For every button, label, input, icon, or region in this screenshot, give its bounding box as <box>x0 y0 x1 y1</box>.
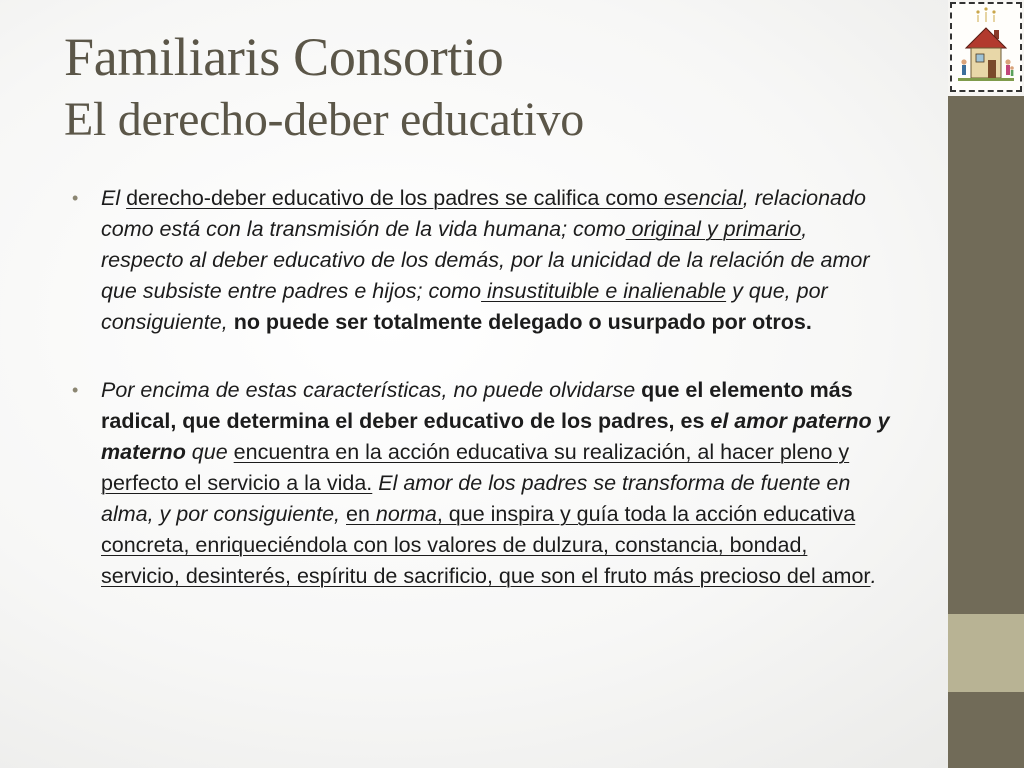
text-segment: alma <box>101 502 148 526</box>
bullet-dot-icon: • <box>72 188 79 208</box>
text-segment: encuentra en la acción educativa su realización, al hacer pleno y perfecto el servicio a la vida. <box>101 440 850 495</box>
text-segment: original y primario <box>625 217 802 241</box>
family-house-icon <box>950 2 1022 92</box>
text-segment: que el elemento más radical, que determina el deber educativo de los padres, es <box>101 378 853 433</box>
bullet-item <box>72 375 892 592</box>
title-subtitle: El derecho-deber educativo <box>64 93 584 146</box>
bullet-item <box>72 183 892 338</box>
text-segment: norma <box>375 502 437 526</box>
bullet-text <box>101 186 870 334</box>
side-bar-dark-panel-bottom <box>948 692 1024 768</box>
content-body <box>72 183 892 592</box>
text-segment: El amor de los padres se transforma de <box>372 471 761 495</box>
bullet-text <box>101 378 890 588</box>
text-segment: en <box>346 502 376 526</box>
text-segment: y que, por consiguiente, <box>101 279 828 334</box>
text-segment: que <box>185 440 234 464</box>
side-bar-light-panel <box>948 614 1024 692</box>
text-segment: . <box>870 564 877 588</box>
text-segment: fuente <box>760 471 821 495</box>
text-segment: el amor paterno y materno <box>101 409 890 464</box>
slide-title <box>64 27 934 146</box>
text-segment: insustituible e inalienable <box>481 279 727 303</box>
side-bar-dark-panel <box>948 96 1024 614</box>
title-main: Familiaris Consortio <box>64 27 504 87</box>
text-segment: , relacionado como está con la transmisión de la vida humana; como <box>101 186 866 241</box>
text-segment: , y por consiguiente, <box>147 502 347 526</box>
text-segment: Por encima de estas características, no puede olvidarse <box>101 378 642 402</box>
side-decoration-bar <box>948 0 1024 768</box>
text-segment: derecho-deber educativo de los padres se califica como <box>126 186 664 210</box>
text-segment: esencial <box>663 186 743 210</box>
text-segment: , que inspira y guía toda la acción educativa concreta, enriqueciéndola con los valores de dulzura, constancia, bondad, servicio, desinterés, espíritu de sacrificio, que son el fruto más precioso del amor <box>101 502 871 588</box>
text-segment: no puede ser totalmente delegado o usurpado por otros. <box>233 310 812 334</box>
text-segment: , respecto al deber educativo de los demás, por la unicidad de la relación de amor que subsiste entre padres e hijos; como <box>101 217 870 303</box>
text-segment: en <box>820 471 851 495</box>
text-segment: El <box>101 186 127 210</box>
bullet-dot-icon: • <box>72 380 79 400</box>
